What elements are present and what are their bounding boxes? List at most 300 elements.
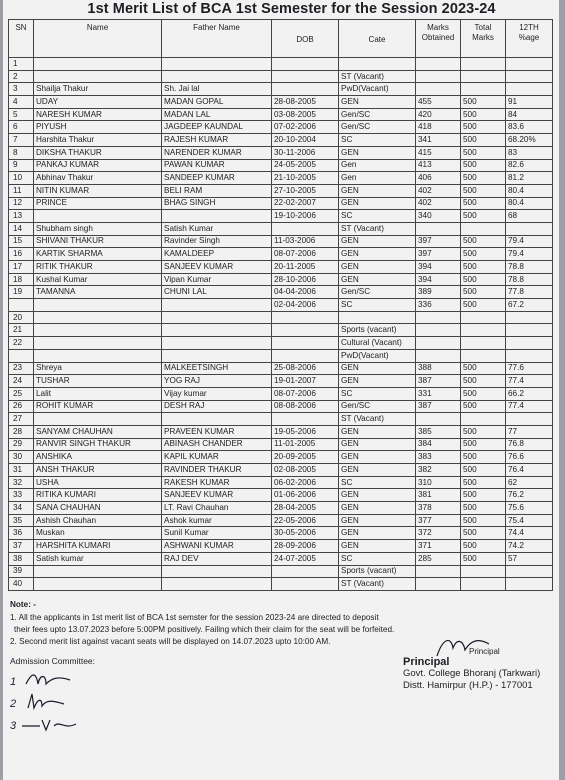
table-row	[9, 121, 553, 134]
header-dob: DOB	[272, 20, 339, 58]
row-percentage: 76.6	[506, 451, 553, 464]
row-total	[461, 578, 506, 591]
row-category: PwD(Vacant)	[339, 349, 416, 362]
row-total: 500	[461, 108, 506, 121]
row-father-name: RAVINDER THAKUR	[162, 464, 272, 477]
row-category: GEN	[339, 184, 416, 197]
table-row	[9, 425, 553, 438]
row-percentage	[506, 413, 553, 426]
row-name: TAMANNA	[34, 286, 162, 299]
row-category: GEN	[339, 96, 416, 109]
row-dob: 28-09-2006	[272, 540, 339, 553]
row-dob: 08-07-2006	[272, 387, 339, 400]
row-dob: 24-07-2005	[272, 552, 339, 565]
row-marks: 384	[416, 438, 461, 451]
row-dob: 07-02-2006	[272, 121, 339, 134]
row-category: SC	[339, 387, 416, 400]
row-category: GEN	[339, 197, 416, 210]
row-total: 500	[461, 210, 506, 223]
table-row	[9, 108, 553, 121]
row-total: 500	[461, 527, 506, 540]
row-marks: 371	[416, 540, 461, 553]
row-percentage: 91	[506, 96, 553, 109]
row-percentage: 75.4	[506, 514, 553, 527]
table-header-row	[9, 20, 553, 58]
row-marks: 341	[416, 134, 461, 147]
row-percentage: 66.2	[506, 387, 553, 400]
row-percentage: 76.2	[506, 489, 553, 502]
row-category: GEN	[339, 489, 416, 502]
row-sn: 1	[9, 58, 34, 71]
college-name: Govt. College Bhoranj (Tarkwari)	[403, 667, 541, 679]
row-sn: 21	[9, 324, 34, 337]
row-name	[34, 70, 162, 83]
row-sn: 3	[9, 83, 34, 96]
row-marks: 402	[416, 184, 461, 197]
row-dob: 04-04-2006	[272, 286, 339, 299]
row-dob: 08-08-2006	[272, 400, 339, 413]
row-marks: 378	[416, 502, 461, 515]
row-sn: 37	[9, 540, 34, 553]
row-name: ANSHIKA	[34, 451, 162, 464]
table-row	[9, 324, 553, 337]
row-percentage: 79.4	[506, 235, 553, 248]
row-father-name	[162, 337, 272, 350]
row-dob	[272, 58, 339, 71]
row-total	[461, 70, 506, 83]
row-percentage	[506, 565, 553, 578]
row-father-name: PRAVEEN KUMAR	[162, 425, 272, 438]
row-sn: 35	[9, 514, 34, 527]
row-father-name: Satish Kumar	[162, 222, 272, 235]
row-category: GEN	[339, 273, 416, 286]
row-name	[34, 210, 162, 223]
row-percentage: 76.8	[506, 438, 553, 451]
row-sn: 8	[9, 146, 34, 159]
row-sn: 19	[9, 286, 34, 299]
row-father-name: ASHWANI KUMAR	[162, 540, 272, 553]
row-father-name: RAKESH KUMAR	[162, 476, 272, 489]
row-sn: 29	[9, 438, 34, 451]
row-category: SC	[339, 134, 416, 147]
row-sn: 33	[9, 489, 34, 502]
row-dob: 11-01-2005	[272, 438, 339, 451]
row-father-name: KAMALDEEP	[162, 248, 272, 261]
row-name	[34, 324, 162, 337]
row-total	[461, 83, 506, 96]
row-marks: 394	[416, 273, 461, 286]
table-row	[9, 502, 553, 515]
principal-small-label: Principal	[469, 646, 500, 656]
table-row	[9, 451, 553, 464]
row-dob: 28-08-2005	[272, 96, 339, 109]
row-sn: 13	[9, 210, 34, 223]
row-marks: 285	[416, 552, 461, 565]
row-total	[461, 222, 506, 235]
row-name: Abhinav Thakur	[34, 172, 162, 185]
row-total: 500	[461, 172, 506, 185]
row-category: SC	[339, 299, 416, 312]
row-category: GEN	[339, 438, 416, 451]
row-name: Kushal Kumar	[34, 273, 162, 286]
row-category: SC	[339, 476, 416, 489]
row-name	[34, 337, 162, 350]
row-name	[34, 413, 162, 426]
row-total: 500	[461, 387, 506, 400]
table-row	[9, 438, 553, 451]
row-name: Shubham singh	[34, 222, 162, 235]
row-total: 500	[461, 184, 506, 197]
row-dob: 19-05-2006	[272, 425, 339, 438]
row-total	[461, 311, 506, 324]
row-name: Shreya	[34, 362, 162, 375]
row-name: RITIK THAKUR	[34, 261, 162, 274]
row-category: GEN	[339, 146, 416, 159]
row-dob	[272, 349, 339, 362]
row-dob	[272, 70, 339, 83]
row-name: USHA	[34, 476, 162, 489]
row-sn: 20	[9, 311, 34, 324]
row-category: SC	[339, 210, 416, 223]
row-percentage: 57	[506, 552, 553, 565]
row-dob	[272, 578, 339, 591]
row-sn: 24	[9, 375, 34, 388]
header-father-name: Father Name	[162, 20, 272, 58]
row-dob: 06-02-2006	[272, 476, 339, 489]
district-address: Distt. Hamirpur (H.P.) - 177001	[403, 679, 533, 691]
note-1-continued: their fees upto 13.07.2023 before 5:00PM positively. Failing which their claim for the seat will be forfeited.	[14, 624, 395, 634]
table-row	[9, 261, 553, 274]
row-category: ST (Vacant)	[339, 578, 416, 591]
row-total: 500	[461, 464, 506, 477]
row-marks	[416, 324, 461, 337]
row-total: 500	[461, 438, 506, 451]
row-father-name: DESH RAJ	[162, 400, 272, 413]
row-name: Shailja Thakur	[34, 83, 162, 96]
row-total	[461, 58, 506, 71]
row-marks	[416, 565, 461, 578]
row-marks: 388	[416, 362, 461, 375]
row-total: 500	[461, 273, 506, 286]
row-marks: 372	[416, 527, 461, 540]
row-name	[34, 58, 162, 71]
notes-heading: Note: -	[10, 599, 36, 609]
row-percentage: 76.4	[506, 464, 553, 477]
row-dob	[272, 324, 339, 337]
row-dob: 02-04-2006	[272, 299, 339, 312]
row-total: 500	[461, 552, 506, 565]
row-name: HARSHITA KUMARI	[34, 540, 162, 553]
admission-committee-label: Admission Committee:	[10, 655, 96, 666]
row-total: 500	[461, 299, 506, 312]
table-row	[9, 565, 553, 578]
row-sn: 4	[9, 96, 34, 109]
row-total: 500	[461, 375, 506, 388]
table-row	[9, 514, 553, 527]
row-total: 500	[461, 286, 506, 299]
row-name: SANYAM CHAUHAN	[34, 425, 162, 438]
row-percentage	[506, 222, 553, 235]
row-marks: 310	[416, 476, 461, 489]
row-category: Gen/SC	[339, 121, 416, 134]
member-3-signature	[20, 716, 80, 734]
row-name: ROHIT KUMAR	[34, 400, 162, 413]
row-percentage	[506, 311, 553, 324]
row-name: UDAY	[34, 96, 162, 109]
row-category: GEN	[339, 235, 416, 248]
row-father-name: LT. Ravi Chauhan	[162, 502, 272, 515]
row-total	[461, 349, 506, 362]
row-dob	[272, 337, 339, 350]
note-2: 2. Second merit list against vacant seats will be displayed on 14.07.2023 upto 10:00 AM.	[10, 636, 331, 646]
row-marks: 397	[416, 235, 461, 248]
table-row	[9, 311, 553, 324]
table-row	[9, 273, 553, 286]
row-sn: 7	[9, 134, 34, 147]
row-total: 500	[461, 476, 506, 489]
row-dob	[272, 413, 339, 426]
table-row	[9, 400, 553, 413]
table-row	[9, 489, 553, 502]
row-total: 500	[461, 489, 506, 502]
row-category	[339, 311, 416, 324]
row-category: GEN	[339, 464, 416, 477]
row-sn: 26	[9, 400, 34, 413]
table-row	[9, 578, 553, 591]
row-dob: 22-05-2006	[272, 514, 339, 527]
table-row	[9, 552, 553, 565]
row-dob: 08-07-2006	[272, 248, 339, 261]
row-total: 500	[461, 261, 506, 274]
row-total: 500	[461, 400, 506, 413]
row-marks: 420	[416, 108, 461, 121]
merit-table	[8, 19, 553, 591]
row-dob: 30-05-2006	[272, 527, 339, 540]
row-total	[461, 413, 506, 426]
row-father-name: ABINASH CHANDER	[162, 438, 272, 451]
row-name	[34, 578, 162, 591]
row-father-name	[162, 210, 272, 223]
row-marks	[416, 83, 461, 96]
row-category: Sports (vacant)	[339, 565, 416, 578]
table-row	[9, 159, 553, 172]
row-percentage	[506, 70, 553, 83]
merit-list-document	[3, 0, 559, 780]
row-category: Gen/SC	[339, 108, 416, 121]
row-percentage	[506, 349, 553, 362]
row-father-name: BHAG SINGH	[162, 197, 272, 210]
row-percentage: 83.6	[506, 121, 553, 134]
row-category: Gen	[339, 159, 416, 172]
row-father-name: JAGDEEP KAUNDAL	[162, 121, 272, 134]
row-total: 500	[461, 362, 506, 375]
row-percentage: 83	[506, 146, 553, 159]
table-row	[9, 286, 553, 299]
table-row	[9, 184, 553, 197]
row-father-name	[162, 324, 272, 337]
row-dob	[272, 83, 339, 96]
row-name: SHIVANI THAKUR	[34, 235, 162, 248]
row-marks	[416, 413, 461, 426]
row-category: GEN	[339, 527, 416, 540]
row-father-name	[162, 299, 272, 312]
row-percentage: 77	[506, 425, 553, 438]
row-percentage: 80.4	[506, 197, 553, 210]
table-row	[9, 387, 553, 400]
row-percentage: 81.2	[506, 172, 553, 185]
table-row	[9, 210, 553, 223]
row-marks: 385	[416, 425, 461, 438]
row-name: Ashish Chauhan	[34, 514, 162, 527]
table-row	[9, 349, 553, 362]
table-row	[9, 83, 553, 96]
row-sn: 28	[9, 425, 34, 438]
row-father-name: YOG RAJ	[162, 375, 272, 388]
row-dob	[272, 565, 339, 578]
row-marks	[416, 337, 461, 350]
table-row	[9, 235, 553, 248]
row-father-name: SANJEEV KUMAR	[162, 489, 272, 502]
row-percentage: 77.4	[506, 375, 553, 388]
row-sn: 17	[9, 261, 34, 274]
row-father-name	[162, 565, 272, 578]
row-marks: 413	[416, 159, 461, 172]
row-father-name	[162, 578, 272, 591]
row-father-name: RAJ DEV	[162, 552, 272, 565]
row-name: Lalit	[34, 387, 162, 400]
row-sn: 34	[9, 502, 34, 515]
row-marks: 383	[416, 451, 461, 464]
row-category: GEN	[339, 502, 416, 515]
table-row	[9, 248, 553, 261]
row-sn: 2	[9, 70, 34, 83]
row-category: Sports (vacant)	[339, 324, 416, 337]
row-dob: 20-10-2004	[272, 134, 339, 147]
row-category: GEN	[339, 514, 416, 527]
row-category: GEN	[339, 451, 416, 464]
row-dob	[272, 222, 339, 235]
row-sn: 14	[9, 222, 34, 235]
row-percentage: 68	[506, 210, 553, 223]
row-category: GEN	[339, 425, 416, 438]
row-total	[461, 324, 506, 337]
row-father-name: MADAN GOPAL	[162, 96, 272, 109]
row-category: ST (Vacant)	[339, 222, 416, 235]
row-marks: 389	[416, 286, 461, 299]
row-father-name: KAPIL KUMAR	[162, 451, 272, 464]
table-row	[9, 375, 553, 388]
row-category	[339, 58, 416, 71]
row-father-name: PAWAN KUMAR	[162, 159, 272, 172]
header-12th-percentage: 12TH %age	[506, 20, 553, 58]
row-dob: 22-02-2007	[272, 197, 339, 210]
header-sn: SN	[9, 20, 34, 58]
row-marks: 387	[416, 375, 461, 388]
row-father-name	[162, 413, 272, 426]
header-name: Name	[34, 20, 162, 58]
row-total: 500	[461, 451, 506, 464]
header-category: Cate	[339, 20, 416, 58]
row-sn: 15	[9, 235, 34, 248]
table-row	[9, 540, 553, 553]
row-percentage: 67.2	[506, 299, 553, 312]
row-marks: 336	[416, 299, 461, 312]
table-row	[9, 58, 553, 71]
member-2-number: 2	[10, 697, 17, 710]
row-dob	[272, 311, 339, 324]
row-sn: 40	[9, 578, 34, 591]
row-name	[34, 349, 162, 362]
row-category: SC	[339, 552, 416, 565]
row-name: TUSHAR	[34, 375, 162, 388]
row-sn: 36	[9, 527, 34, 540]
row-sn: 5	[9, 108, 34, 121]
row-dob: 28-04-2005	[272, 502, 339, 515]
row-total: 500	[461, 235, 506, 248]
principal-title: Principal	[403, 655, 450, 668]
row-percentage	[506, 83, 553, 96]
row-total	[461, 337, 506, 350]
row-name	[34, 311, 162, 324]
row-father-name: Ravinder Singh	[162, 235, 272, 248]
row-marks: 387	[416, 400, 461, 413]
row-name: SANA CHAUHAN	[34, 502, 162, 515]
row-sn: 38	[9, 552, 34, 565]
row-dob: 19-01-2007	[272, 375, 339, 388]
member-2-signature	[24, 692, 74, 712]
row-percentage	[506, 58, 553, 71]
row-sn: 9	[9, 159, 34, 172]
row-percentage: 79.4	[506, 248, 553, 261]
row-dob: 21-10-2005	[272, 172, 339, 185]
row-sn: 25	[9, 387, 34, 400]
table-row	[9, 222, 553, 235]
row-total: 500	[461, 540, 506, 553]
row-father-name: Vijay kumar	[162, 387, 272, 400]
row-dob: 03-08-2005	[272, 108, 339, 121]
row-name: ANSH THAKUR	[34, 464, 162, 477]
row-sn: 27	[9, 413, 34, 426]
row-sn: 18	[9, 273, 34, 286]
row-sn: 30	[9, 451, 34, 464]
row-marks	[416, 578, 461, 591]
row-total: 500	[461, 121, 506, 134]
row-name: DIKSHA THAKUR	[34, 146, 162, 159]
row-sn: 31	[9, 464, 34, 477]
table-row	[9, 362, 553, 375]
row-percentage: 78.8	[506, 261, 553, 274]
row-percentage: 77.8	[506, 286, 553, 299]
row-total: 500	[461, 96, 506, 109]
row-sn: 12	[9, 197, 34, 210]
row-sn: 16	[9, 248, 34, 261]
row-marks	[416, 222, 461, 235]
table-row	[9, 146, 553, 159]
row-sn: 6	[9, 121, 34, 134]
row-father-name: SANDEEP KUMAR	[162, 172, 272, 185]
row-father-name	[162, 349, 272, 362]
row-total: 500	[461, 502, 506, 515]
row-name	[34, 299, 162, 312]
row-category: Cultural (Vacant)	[339, 337, 416, 350]
row-dob: 27-10-2005	[272, 184, 339, 197]
row-father-name: CHUNI LAL	[162, 286, 272, 299]
row-dob: 02-08-2005	[272, 464, 339, 477]
row-marks: 394	[416, 261, 461, 274]
row-dob: 19-10-2006	[272, 210, 339, 223]
admission-committee	[10, 656, 95, 736]
member-3-number: 3	[10, 719, 17, 732]
